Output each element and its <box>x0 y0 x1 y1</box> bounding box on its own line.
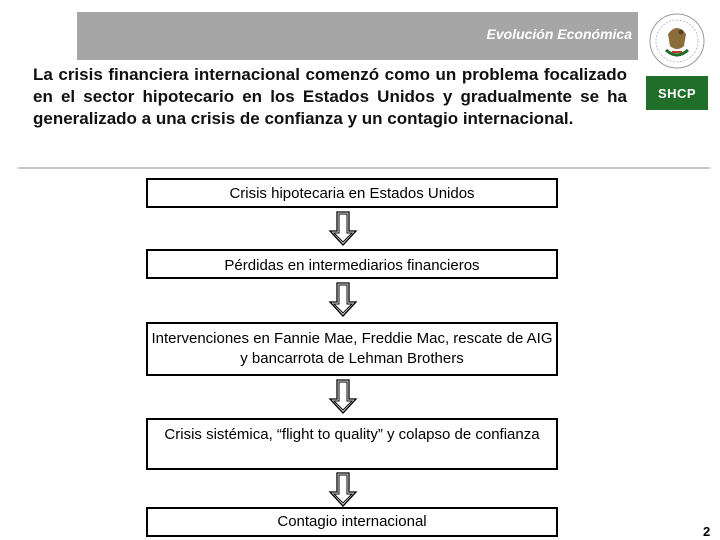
mexico-eagle-seal-icon <box>648 12 706 70</box>
down-arrow-icon <box>328 211 358 247</box>
down-arrow-icon <box>328 379 358 415</box>
flow-step-mortgage-crisis: Crisis hipotecaria en Estados Unidos <box>146 178 558 208</box>
flow-step-losses: Pérdidas en intermediarios financieros <box>146 249 558 279</box>
divider <box>18 167 710 169</box>
shcp-logo <box>646 12 708 104</box>
intro-paragraph: La crisis financiera internacional comenzó como un problema focalizado en el sector hipotecario en los Estados Unidos y gradualmente se ha generalizado a una crisis de confianza y un contagio internacional. <box>33 65 627 128</box>
down-arrow-icon <box>328 472 358 508</box>
page-number: 2 <box>703 524 711 539</box>
flow-step-systemic-crisis: Crisis sistémica, “flight to quality” y colapso de confianza <box>146 418 558 470</box>
shcp-brand-box: SHCP <box>646 76 708 110</box>
header-bar <box>77 12 638 60</box>
flow-step-interventions: Intervenciones en Fannie Mae, Freddie Mac, rescate de AIG y bancarrota de Lehman Brothers <box>146 322 558 376</box>
down-arrow-icon <box>328 282 358 318</box>
flow-step-international-contagion: Contagio internacional <box>146 507 558 537</box>
header-title: Evolución Económica <box>486 26 632 42</box>
